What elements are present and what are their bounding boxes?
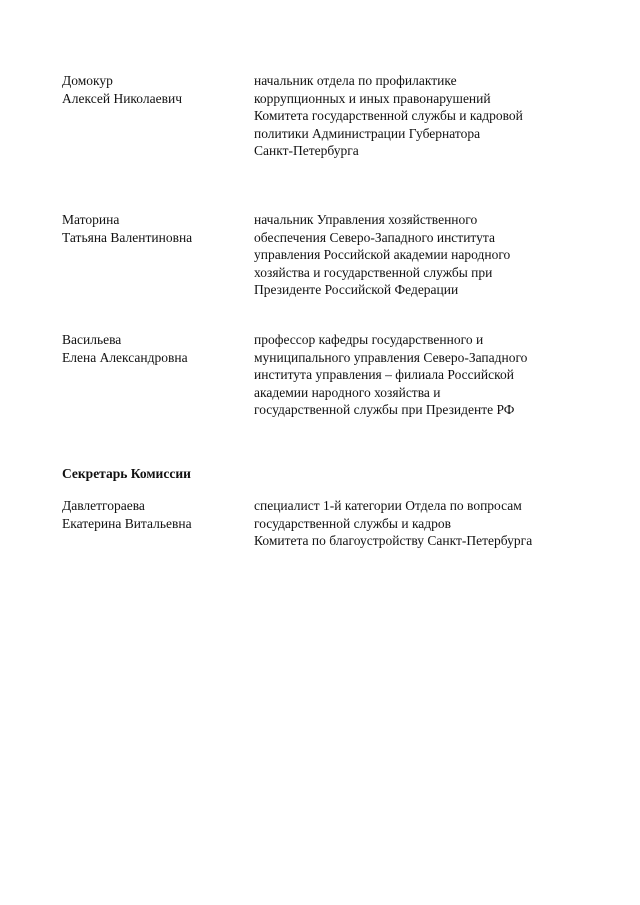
- position-line: академии народного хозяйства и: [254, 384, 441, 400]
- position-line: профессор кафедры государственного и: [254, 332, 484, 347]
- position-line: Комитета по благоустройству Санкт-Петербурга: [254, 533, 533, 548]
- position-line: начальник Управления хозяйственного: [254, 212, 478, 227]
- position-line: государственной службы при Президенте РФ: [254, 402, 515, 417]
- member-position: [254, 331, 584, 419]
- member-name: [62, 331, 247, 366]
- member-position: [254, 211, 584, 299]
- member-position: [254, 72, 584, 160]
- member-given-names: Алексей Николаевич: [62, 90, 182, 106]
- position-line: муниципального управления Северо-Западного: [254, 349, 528, 365]
- position-line: государственной службы и кадров: [254, 515, 452, 531]
- position-line: политики Администрации Губернатора: [254, 125, 481, 141]
- position-line: хозяйства и государственной службы при: [254, 264, 493, 280]
- position-line: Президенте Российской Федерации: [254, 282, 459, 297]
- member-surname: Васильева: [62, 332, 122, 347]
- position-line: Санкт-Петербурга: [254, 143, 359, 158]
- secretary-section-heading: Секретарь Комиссии: [62, 466, 191, 481]
- member-name: [62, 497, 247, 532]
- member-name: [62, 72, 247, 107]
- member-surname: Маторина: [62, 212, 120, 227]
- position-line: начальник отдела по профилактике: [254, 73, 457, 88]
- position-line: института управления – филиала Российской: [254, 367, 514, 382]
- position-line: управления Российской академии народного: [254, 247, 511, 262]
- position-line: Комитета государственной службы и кадровой: [254, 108, 523, 123]
- position-line: коррупционных и иных правонарушений: [254, 90, 491, 106]
- member-given-names: Екатерина Витальевна: [62, 515, 192, 531]
- position-line: специалист 1-й категории Отдела по вопросам: [254, 498, 522, 513]
- member-surname: Домокур: [62, 73, 113, 88]
- member-given-names: Елена Александровна: [62, 349, 188, 365]
- member-surname: Давлетгораева: [62, 498, 145, 513]
- member-given-names: Татьяна Валентиновна: [62, 229, 193, 245]
- position-line: обеспечения Северо-Западного института: [254, 229, 495, 245]
- member-name: [62, 211, 247, 246]
- member-position: [254, 497, 584, 550]
